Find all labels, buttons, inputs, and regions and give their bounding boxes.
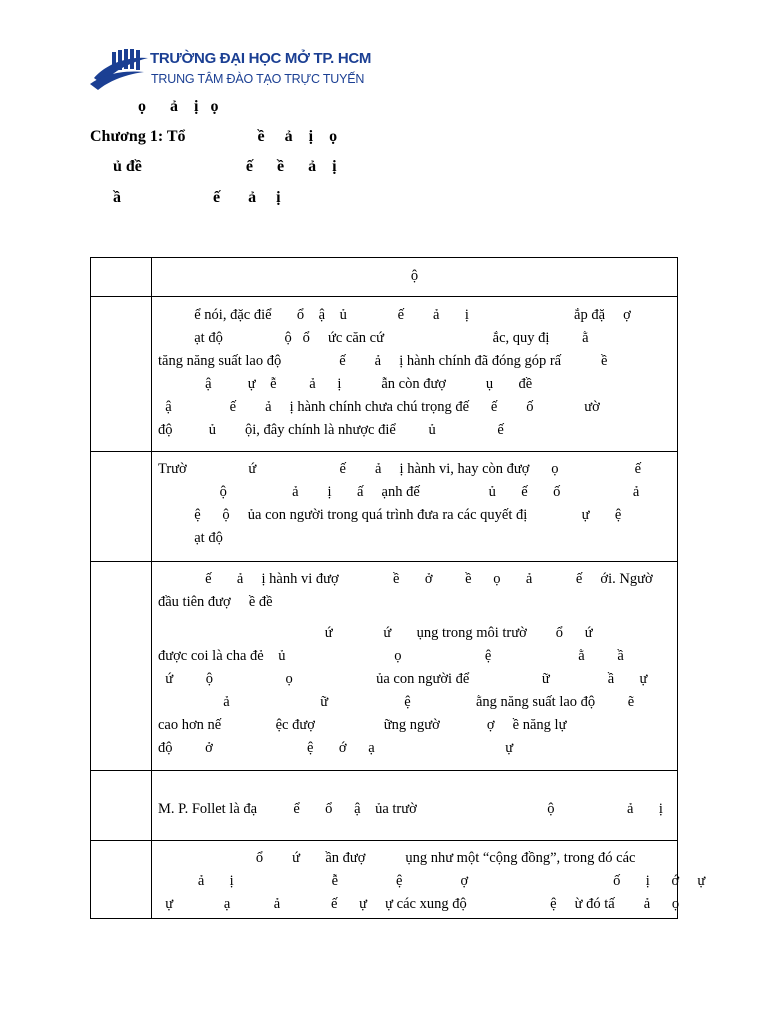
book-logo-icon — [88, 44, 150, 94]
paragraph-spacer — [152, 614, 677, 622]
table-cell-content — [152, 841, 706, 919]
paragraph-line: cao hơn nế ệc đượ ững ngườ ợ ề năng lự — [158, 717, 567, 733]
paragraph-line: Trườ ứ ế ả ị hành vi, hay còn đượ ọ ế — [158, 461, 642, 477]
table-row — [91, 562, 678, 771]
logo-university-name: TRƯỜNG ĐẠI HỌC MỞ TP. HCM — [150, 50, 372, 67]
table-cell-content — [152, 771, 678, 841]
paragraph-line: ệ ộ ủa con người trong quá trình đưa ra các quyết đị ự ệ — [158, 507, 622, 523]
paragraph-line: M. P. Follet là đạ ể ổ ậ ủa trườ ộ ả ị — [158, 801, 663, 817]
chapter-title: Chương 1: Tổ ề ả ị ọ — [90, 128, 338, 145]
paragraph-line: ứ ộ ọ ủa con người để ữ ầ ự — [158, 671, 648, 687]
paragraph-line: ế ả ị hành vi đượ ề ở ề ọ ả ế ới. Ngườ — [158, 571, 653, 587]
paragraph-line: ạt độ ộ ổ ức căn cứ ắc, quy đị ằ — [158, 330, 589, 346]
paragraph-line: ả ị ễ ệ ợ ố ị ớ ự — [158, 873, 706, 889]
paragraph-line: ả ữ ệ ằng năng suất lao độ ẽ — [158, 694, 635, 710]
table-cell-label — [91, 258, 152, 297]
table-cell-label — [91, 562, 152, 771]
table-cell-label — [91, 771, 152, 841]
paragraph-line: ổ ứ ần đượ ụng như một “cộng đồng”, trong đó các — [158, 850, 636, 866]
paragraph-line: ậ ế ả ị hành chính chưa chú trọng đế ế ố ườ — [158, 399, 600, 415]
table-row — [91, 841, 678, 919]
paragraph-line: ứ ứ ụng trong môi trườ ổ ứ — [158, 625, 593, 641]
topic-title: ủ đề ế ề ả ị — [113, 158, 337, 175]
paragraph-line: ộ ả ị ấ ạnh đế ủ ế ố ả — [158, 484, 640, 500]
table-header-row — [91, 258, 678, 297]
paragraph-line: ự ạ ả ế ự ự các xung độ ệ ừ đó tấ ả ọ — [158, 896, 680, 912]
logo-center-name: TRUNG TÂM ĐÀO TẠO TRỰC TUYẾN — [151, 72, 365, 86]
paragraph-line: độ ủ ội, đây chính là nhược điể ủ ế — [158, 422, 504, 438]
paragraph-spacer — [152, 785, 677, 798]
table-cell-content — [152, 297, 678, 452]
table-cell-content — [152, 562, 678, 771]
paragraph-line: ậ ự ễ ả ị ẫn còn đượ ụ đề — [158, 376, 533, 392]
table-cell-label — [91, 452, 152, 562]
paragraph-line: tăng năng suất lao độ ế ả ị hành chính đã đóng góp rấ ề — [158, 353, 608, 369]
section-title: ầ ế ả ị — [113, 189, 281, 206]
university-logo — [88, 44, 372, 94]
table-row — [91, 452, 678, 562]
paragraph-line: đầu tiên đượ ề đề — [158, 594, 273, 610]
paragraph-line: được coi là cha đẻ ủ ọ ệ ằ ầ — [158, 648, 624, 664]
table-header-text: ộ — [410, 268, 419, 284]
paragraph-line: độ ở ệ ớ ạ ự — [158, 740, 514, 756]
paragraph-line: ạt độ — [158, 530, 223, 546]
table-header-cell — [152, 258, 678, 297]
content-table — [90, 257, 706, 919]
course-title: ọ ả ị ọ — [138, 98, 219, 115]
paragraph-line: ể nói, đặc điể ổ ậ ủ ế ả ị ắp đặ ợ — [158, 307, 631, 323]
table-row — [91, 297, 678, 452]
table-cell-label — [91, 297, 152, 452]
table-row — [91, 771, 678, 841]
table-cell-content — [152, 452, 678, 562]
table-cell-label — [91, 841, 152, 919]
